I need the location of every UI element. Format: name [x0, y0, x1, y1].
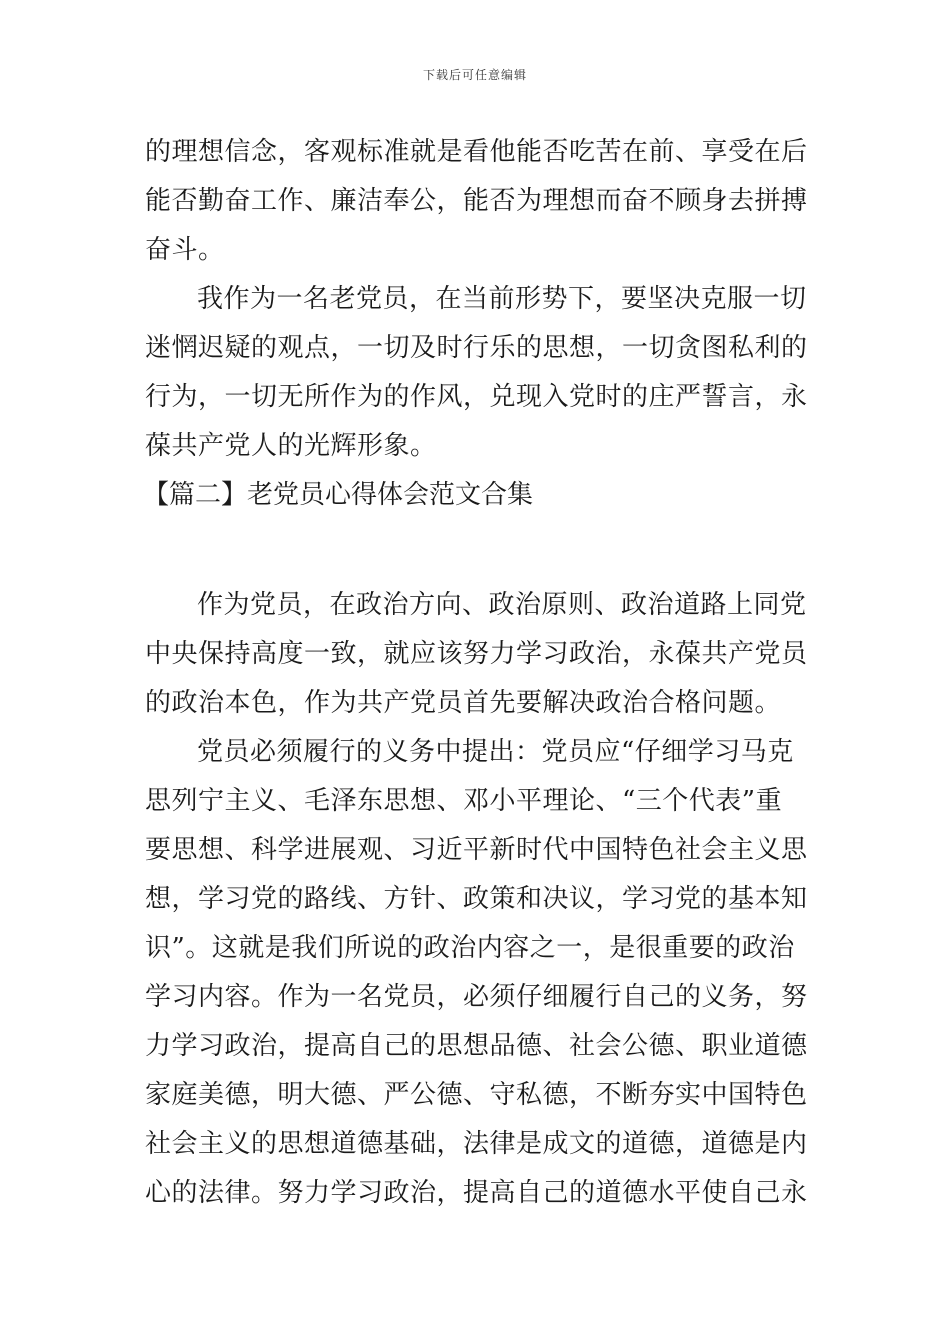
- text-line: 奋斗。: [145, 235, 225, 265]
- section-title: 【篇二】老党员心得体会范文合集: [143, 480, 534, 510]
- text-line: 想，学习党的路线、方针、政策和决议，学习党的基本知: [145, 884, 808, 914]
- text-line: 能否勤奋工作、廉洁奉公，能否为理想而奋不顾身去拼搏: [145, 186, 808, 216]
- paragraph-3: [145, 581, 807, 728]
- text-line: 迷惘迟疑的观点，一切及时行乐的思想，一切贪图私利的: [145, 333, 808, 363]
- text-line: 党员必须履行的义务中提出：党员应“仔细学习马克: [197, 737, 794, 767]
- text-line: 力学习政治，提高自己的思想品德、社会公德、职业道德: [145, 1031, 808, 1061]
- blank-space: [145, 520, 807, 581]
- text-line: 中央保持高度一致，就应该努力学习政治，永葆共产党员: [145, 639, 808, 669]
- text-line: 葆共产党人的光辉形象。: [145, 431, 437, 461]
- text-line: 学习内容。作为一名党员，必须仔细履行自己的义务，努: [145, 982, 808, 1012]
- paragraph-4: [145, 728, 807, 1218]
- text-line: 心的法律。努力学习政治，提高自己的道德水平使自己永: [145, 1178, 808, 1208]
- text-line: 的理想信念，客观标准就是看他能否吃苦在前、享受在后: [145, 137, 808, 167]
- page-header: 下载后可任意编辑: [422, 68, 527, 82]
- text-line: 作为党员，在政治方向、政治原则、政治道路上同党: [197, 590, 807, 620]
- text-line: 社会主义的思想道德基础，法律是成文的道德，道德是内: [145, 1129, 808, 1159]
- paragraph-1: [145, 128, 807, 275]
- text-line: 的政治本色，作为共产党员首先要解决政治合格问题。: [145, 688, 782, 718]
- text-line: 行为，一切无所作为的作风，兑现入党时的庄严誓言，永: [145, 382, 808, 412]
- text-line: 思列宁主义、毛泽东思想、邓小平理论、“三个代表”重: [145, 786, 783, 816]
- text-line: 要思想、科学进展观、习近平新时代中国特色社会主义思: [145, 835, 808, 865]
- text-line: 家庭美德，明大德、严公德、守私德，不断夯实中国特色: [145, 1080, 808, 1110]
- paragraph-2: [145, 275, 807, 471]
- text-line: 识”。这就是我们所说的政治内容之一，是很重要的政治: [145, 933, 795, 963]
- text-line: 我作为一名老党员，在当前形势下，要坚决克服一切: [197, 284, 807, 314]
- document-body: [145, 128, 807, 1218]
